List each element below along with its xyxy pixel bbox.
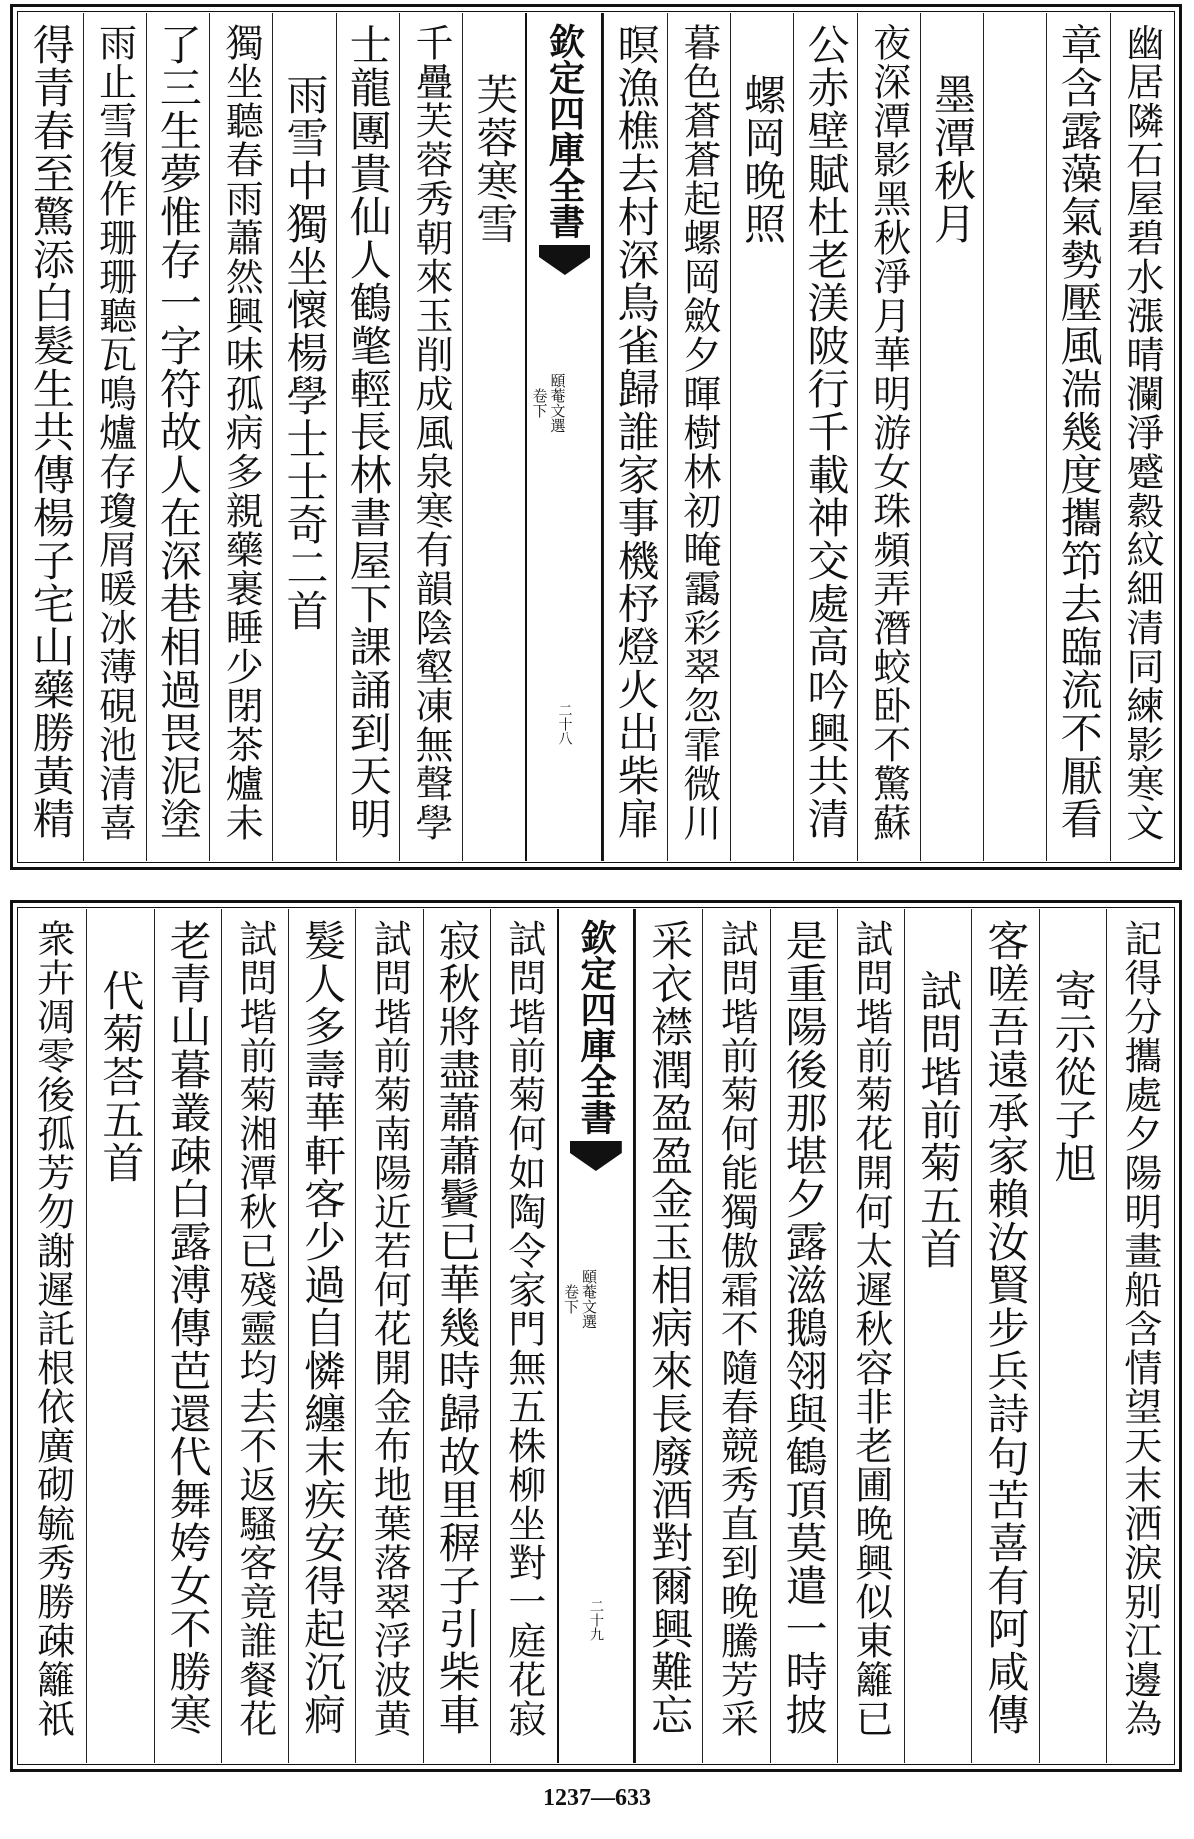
column-text: 寂秋將盡蕭蕭鬢已華幾時歸故里稺子引柴車	[432, 919, 482, 1736]
lower-col-7	[702, 909, 769, 1763]
volume-collection: 頤菴文選	[548, 373, 567, 433]
folio-number: 二十八	[556, 703, 573, 745]
upper-columns	[19, 13, 1173, 861]
upper-col-8	[667, 13, 730, 861]
column-text: 采衣襟潤盈盈金玉相病來長廢酒對爾興難忘	[645, 919, 695, 1736]
lower-col-14	[154, 909, 221, 1763]
lower-col-11	[355, 909, 422, 1763]
lower-columns	[19, 909, 1173, 1763]
upper-col-11	[399, 13, 462, 861]
lower-col-9	[490, 909, 557, 1763]
column-text: 公赤壁賦杜老渼陂行千載神交處高吟興共清	[801, 23, 851, 840]
upper-col-14	[209, 13, 272, 861]
lower-col-6	[770, 909, 837, 1763]
book-title: 欽定四庫全書	[543, 23, 586, 239]
lower-col-3	[971, 909, 1038, 1763]
lower-col-16	[19, 909, 86, 1763]
column-text: 試問堦前菊何如陶令家門無五株柳坐對一庭花寂	[501, 919, 546, 1738]
column-text: 客嗟吾遠承家賴汝賢步兵詩句苦喜有阿咸傳	[981, 919, 1031, 1736]
column-text: 千疊芙蓉秀朝來玉削成風泉寒有韻陰壑凍無聲學	[409, 23, 454, 842]
fish-tail-icon	[570, 1141, 622, 1171]
volume-number: 卷下	[562, 1284, 580, 1314]
column-text: 試問堦前菊何能獨傲霜不隨春競秀直到晚騰芳采	[714, 919, 759, 1738]
column-text: 暮色蒼蒼起螺岡斂夕暉樹林初晻靄彩翠忽霏微川	[676, 23, 721, 842]
upper-col-16	[83, 13, 146, 861]
column-text: 衆卉凋零後孤芳勿謝遲託根依廣砌毓秀勝疎籬祇	[30, 919, 75, 1738]
lower-col-10	[423, 909, 490, 1763]
lower-col-15	[86, 909, 153, 1763]
poem-title: 試問堦前菊五首	[914, 969, 964, 1270]
upper-col-5	[857, 13, 920, 861]
column-text: 士龍團貴仙人鶴氅輕長林書屋下課誦到天明	[343, 23, 393, 840]
upper-col-13	[272, 13, 335, 861]
upper-col-17	[19, 13, 82, 861]
column-text: 記得分攜處夕陽明畫船含情望天末洒淚别江邊為	[1117, 919, 1162, 1738]
column-text: 是重陽後那堪夕露滋鵝翎與鶴頂莫遣一時披	[779, 919, 829, 1736]
folio-number: 二十九	[588, 1599, 604, 1641]
upper-col-10	[462, 13, 525, 861]
poem-title: 螺岡晚照	[738, 73, 788, 245]
column-text: 雨止雪復作珊珊聽瓦鳴爐存瓊屑暖冰薄硯池清喜	[92, 23, 137, 842]
lower-col-13	[221, 909, 288, 1763]
lower-col-4	[904, 909, 971, 1763]
poem-title: 代菊荅五首	[96, 969, 146, 1184]
column-text: 了三生夢惟存一字符故人在深巷相過畏泥塗	[153, 23, 203, 840]
lower-col-1	[1106, 909, 1173, 1763]
column-text: 獨坐聽春雨蕭然興味孤病多親藥裹睡少閉茶爐未	[219, 23, 264, 842]
volume-collection: 頤菴文選	[580, 1269, 598, 1329]
volume-number: 卷下	[530, 388, 549, 418]
upper-col-6	[793, 13, 856, 861]
upper-col-1	[1110, 13, 1173, 861]
upper-col-9	[603, 13, 666, 861]
upper-col-4	[920, 13, 983, 861]
column-text: 試問堦前菊花開何太遲秋容非老圃晚興似東籬已	[848, 919, 893, 1738]
column-text: 試問堦前菊南陽近若何花開金布地葉落翠浮波黄	[367, 919, 412, 1738]
poem-title: 雨雪中獨坐懷楊學士士奇二首	[280, 73, 330, 632]
poem-title: 寄示從子旭	[1048, 969, 1098, 1184]
column-text: 老青山暮叢疎白露溥傳芭還代舞姱女不勝寒	[163, 919, 213, 1736]
column-text: 試問堦前菊湘潭秋已殘靈均去不返騷客竟誰餐花	[232, 919, 277, 1738]
lower-col-2	[1039, 909, 1106, 1763]
poem-title: 墨潭秋月	[928, 73, 978, 245]
column-text: 得青春至驚添白髮生共傳楊子宅山藥勝黃精	[26, 23, 76, 840]
upper-col-15	[146, 13, 209, 861]
lower-col-12	[288, 909, 355, 1763]
column-text: 幽居隣石屋碧水漲晴瀾淨蹙縠紋細清同練影寒文	[1119, 23, 1164, 842]
upper-col-12	[336, 13, 399, 861]
fish-tail-icon	[539, 245, 591, 275]
upper-col-2	[1046, 13, 1109, 861]
lower-col-5	[837, 909, 904, 1763]
upper-col-7	[730, 13, 793, 861]
page-number: 1237—633	[543, 1785, 651, 1811]
book-title: 欽定四庫全書	[575, 919, 617, 1135]
column-text: 暝漁樵去村深鳥雀歸誰家事機杼燈火出柴扉	[611, 23, 661, 840]
upper-page	[10, 4, 1182, 870]
column-text: 夜深潭影黑秋淨月華明游女珠頻弄潛蛟卧不驚蘇	[866, 23, 911, 842]
upper-center-fold	[525, 13, 603, 861]
poem-title: 芙蓉寒雪	[470, 73, 520, 245]
column-text: 章含露藻氣勢壓風湍幾度攜笻去臨流不厭看	[1054, 23, 1104, 840]
column-text: 髮人多壽華軒客少過自憐纏末疾安得起沉痾	[298, 919, 348, 1736]
lower-center-fold	[557, 909, 635, 1763]
upper-col-3	[983, 13, 1046, 861]
lower-col-8	[635, 909, 702, 1763]
lower-page	[10, 900, 1182, 1772]
